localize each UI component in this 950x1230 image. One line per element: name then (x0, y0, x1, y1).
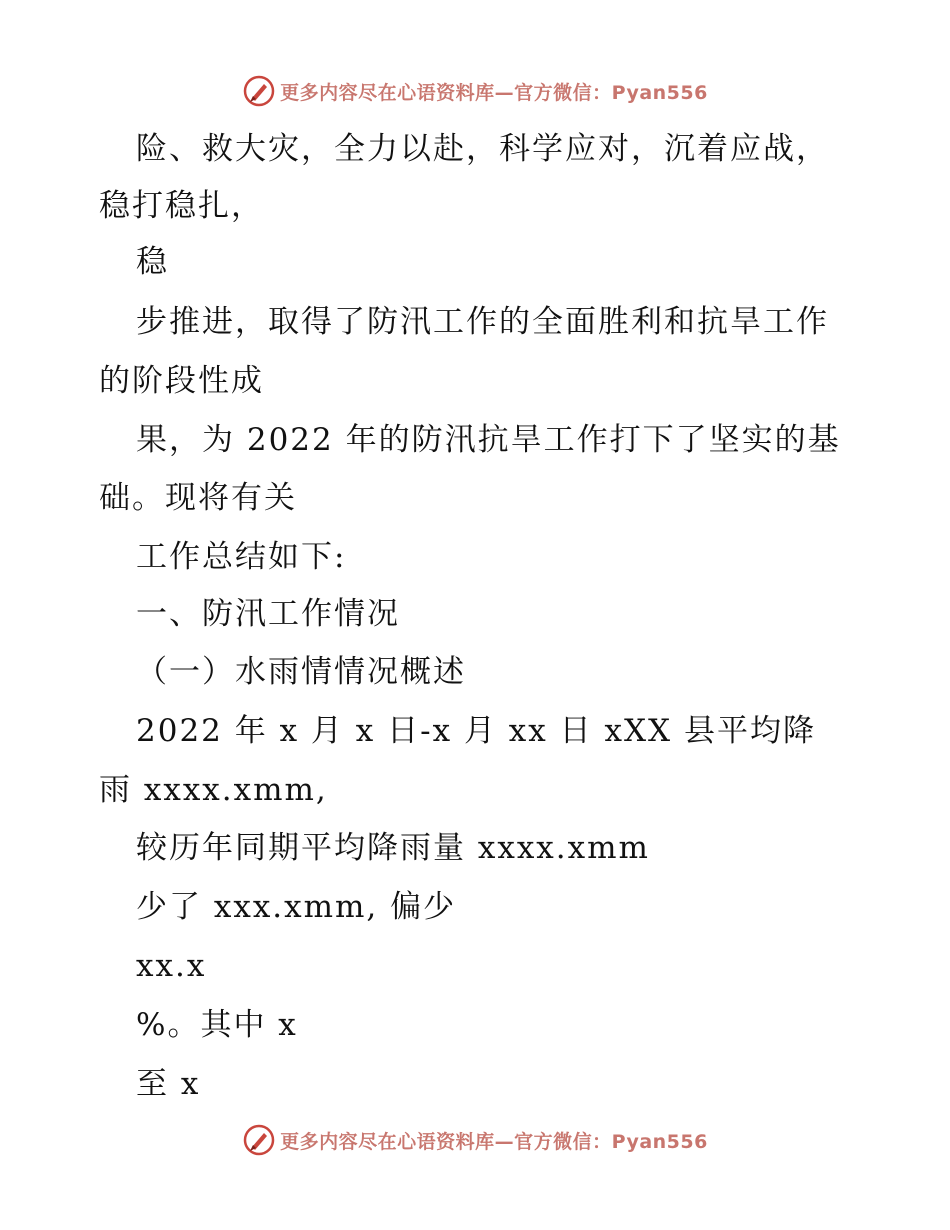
text-line: 较历年同期平均降雨量 xxxx.xmm (136, 830, 650, 866)
footer-watermark-text: 更多内容尽在心语资料库—官方微信：Pyan556 (280, 1130, 708, 1153)
text-line: 工作总结如下: (136, 539, 347, 575)
text-line: 础。现将有关 (99, 480, 297, 516)
section-heading: 一、防汛工作情况 (136, 596, 400, 632)
text-line: 至 x (136, 1066, 201, 1102)
text-line: xx.x (136, 948, 207, 984)
pen-nib-logo-icon (242, 1123, 276, 1157)
header-watermark-text: 更多内容尽在心语资料库—官方微信：Pyan556 (280, 81, 708, 104)
text-line: 险、救大灾，全力以赴，科学应对，沉着应战， (136, 131, 829, 167)
text-line: 雨 xxxx.xmm, (99, 772, 328, 808)
text-line: 步推进，取得了防汛工作的全面胜利和抗旱工作 (136, 304, 829, 340)
text-line: 稳 (136, 244, 169, 280)
text-line: 的阶段性成 (99, 363, 264, 399)
text-line: 果，为 2022 年的防汛抗旱工作打下了坚实的基 (136, 422, 841, 458)
subsection-heading: （一）水雨情情况概述 (136, 654, 466, 690)
text-line: %。其中 x (136, 1007, 298, 1043)
text-line: 2022 年 x 月 x 日-x 月 xx 日 xXX 县平均降 (136, 713, 816, 749)
text-line: 稳打稳扎， (99, 188, 264, 224)
footer-watermark-banner (0, 1120, 950, 1160)
text-line: 少了 xxx.xmm, 偏少 (136, 889, 457, 925)
